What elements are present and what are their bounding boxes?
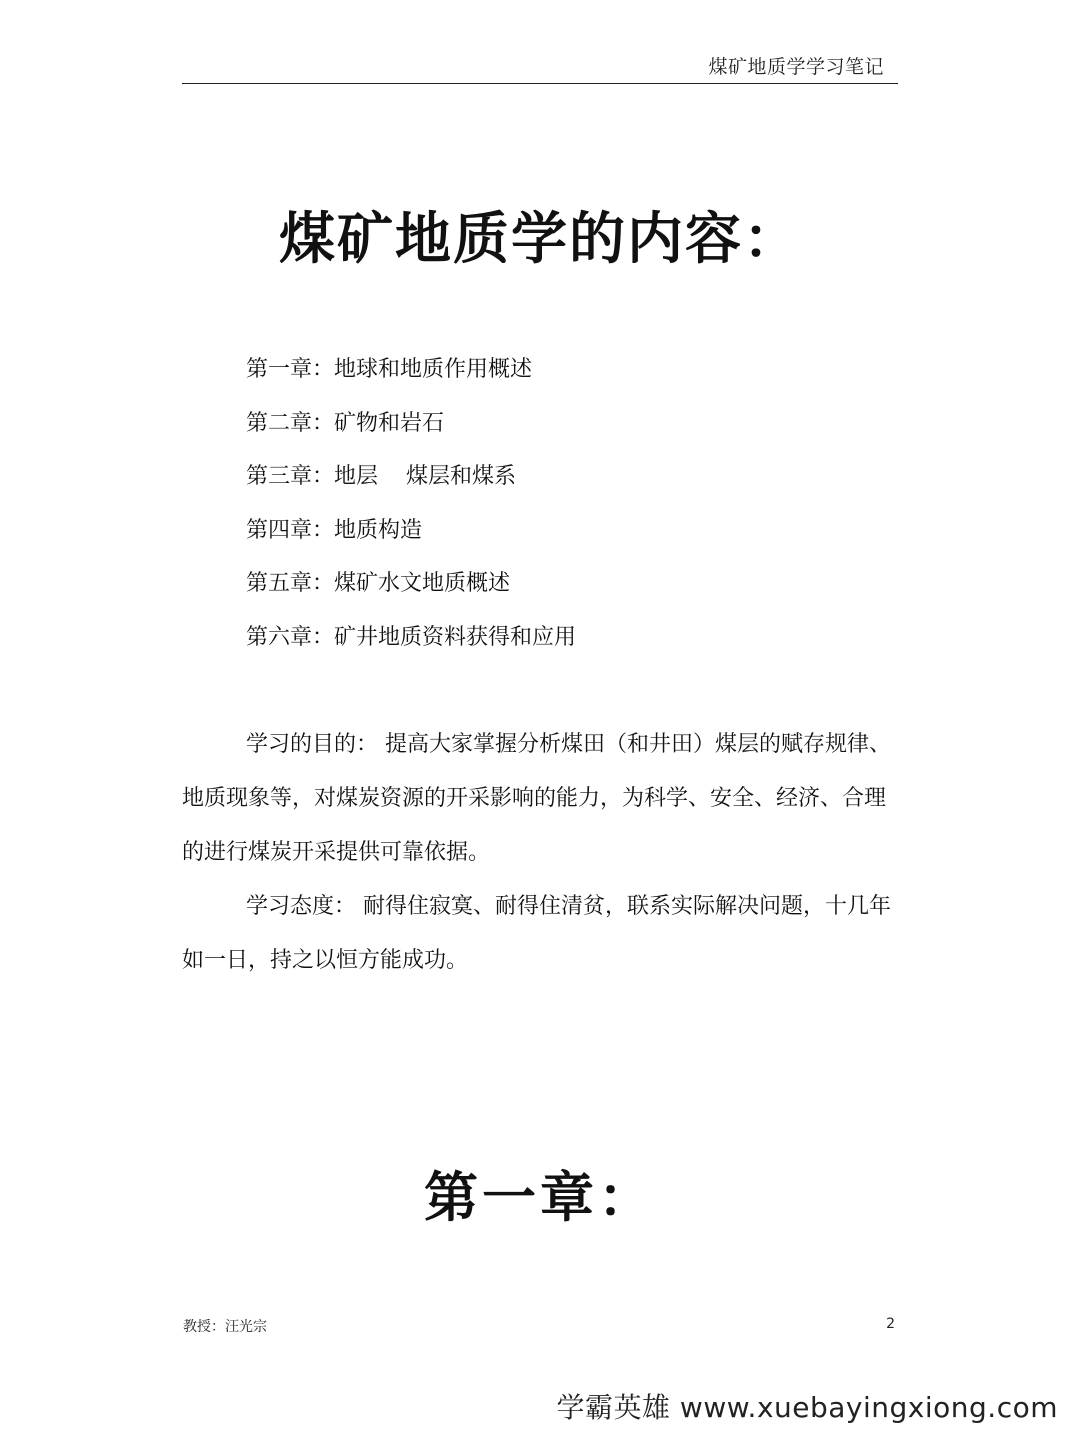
chapter-heading: 第一章： — [424, 1166, 656, 1229]
header-rule — [182, 83, 898, 84]
running-header-title: 煤矿地质学学习笔记 — [708, 56, 884, 78]
learning-attitude-paragraph: 学习态度： 耐得住寂寞、耐得住清贫，联系实际解决问题，十几年如一日，持之以恒方能成功。 — [182, 894, 891, 973]
chapter-list-item: 第四章：地质构造 — [246, 517, 423, 543]
chapter-list-item: 第二章：矿物和岩石 — [246, 410, 445, 436]
chapter-list-item: 第六章：矿井地质资料获得和应用 — [246, 624, 577, 650]
page-number: 2 — [886, 1316, 895, 1332]
learning-purpose-paragraph: 学习的目的： 提高大家掌握分析煤田（和井田）煤层的赋存规律、地质现象等，对煤炭资源的开采影响的能力，为科学、安全、经济、合理的进行煤炭开采提供可靠依据。 — [182, 732, 891, 865]
chapter-list — [246, 352, 576, 673]
chapter-list-item: 第五章：煤矿水文地质概述 — [246, 571, 511, 596]
chapter-list-item: 第一章：地球和地质作用概述 — [246, 357, 533, 382]
chapter-list-item: 第三章：地层 煤层和煤系 — [246, 464, 516, 489]
site-watermark: 学霸英雄 www.xuebayingxiong.com — [556, 1391, 1058, 1424]
footer-author: 教授：汪光宗 — [183, 1319, 267, 1335]
page-title: 煤矿地质学的内容： — [279, 207, 801, 272]
